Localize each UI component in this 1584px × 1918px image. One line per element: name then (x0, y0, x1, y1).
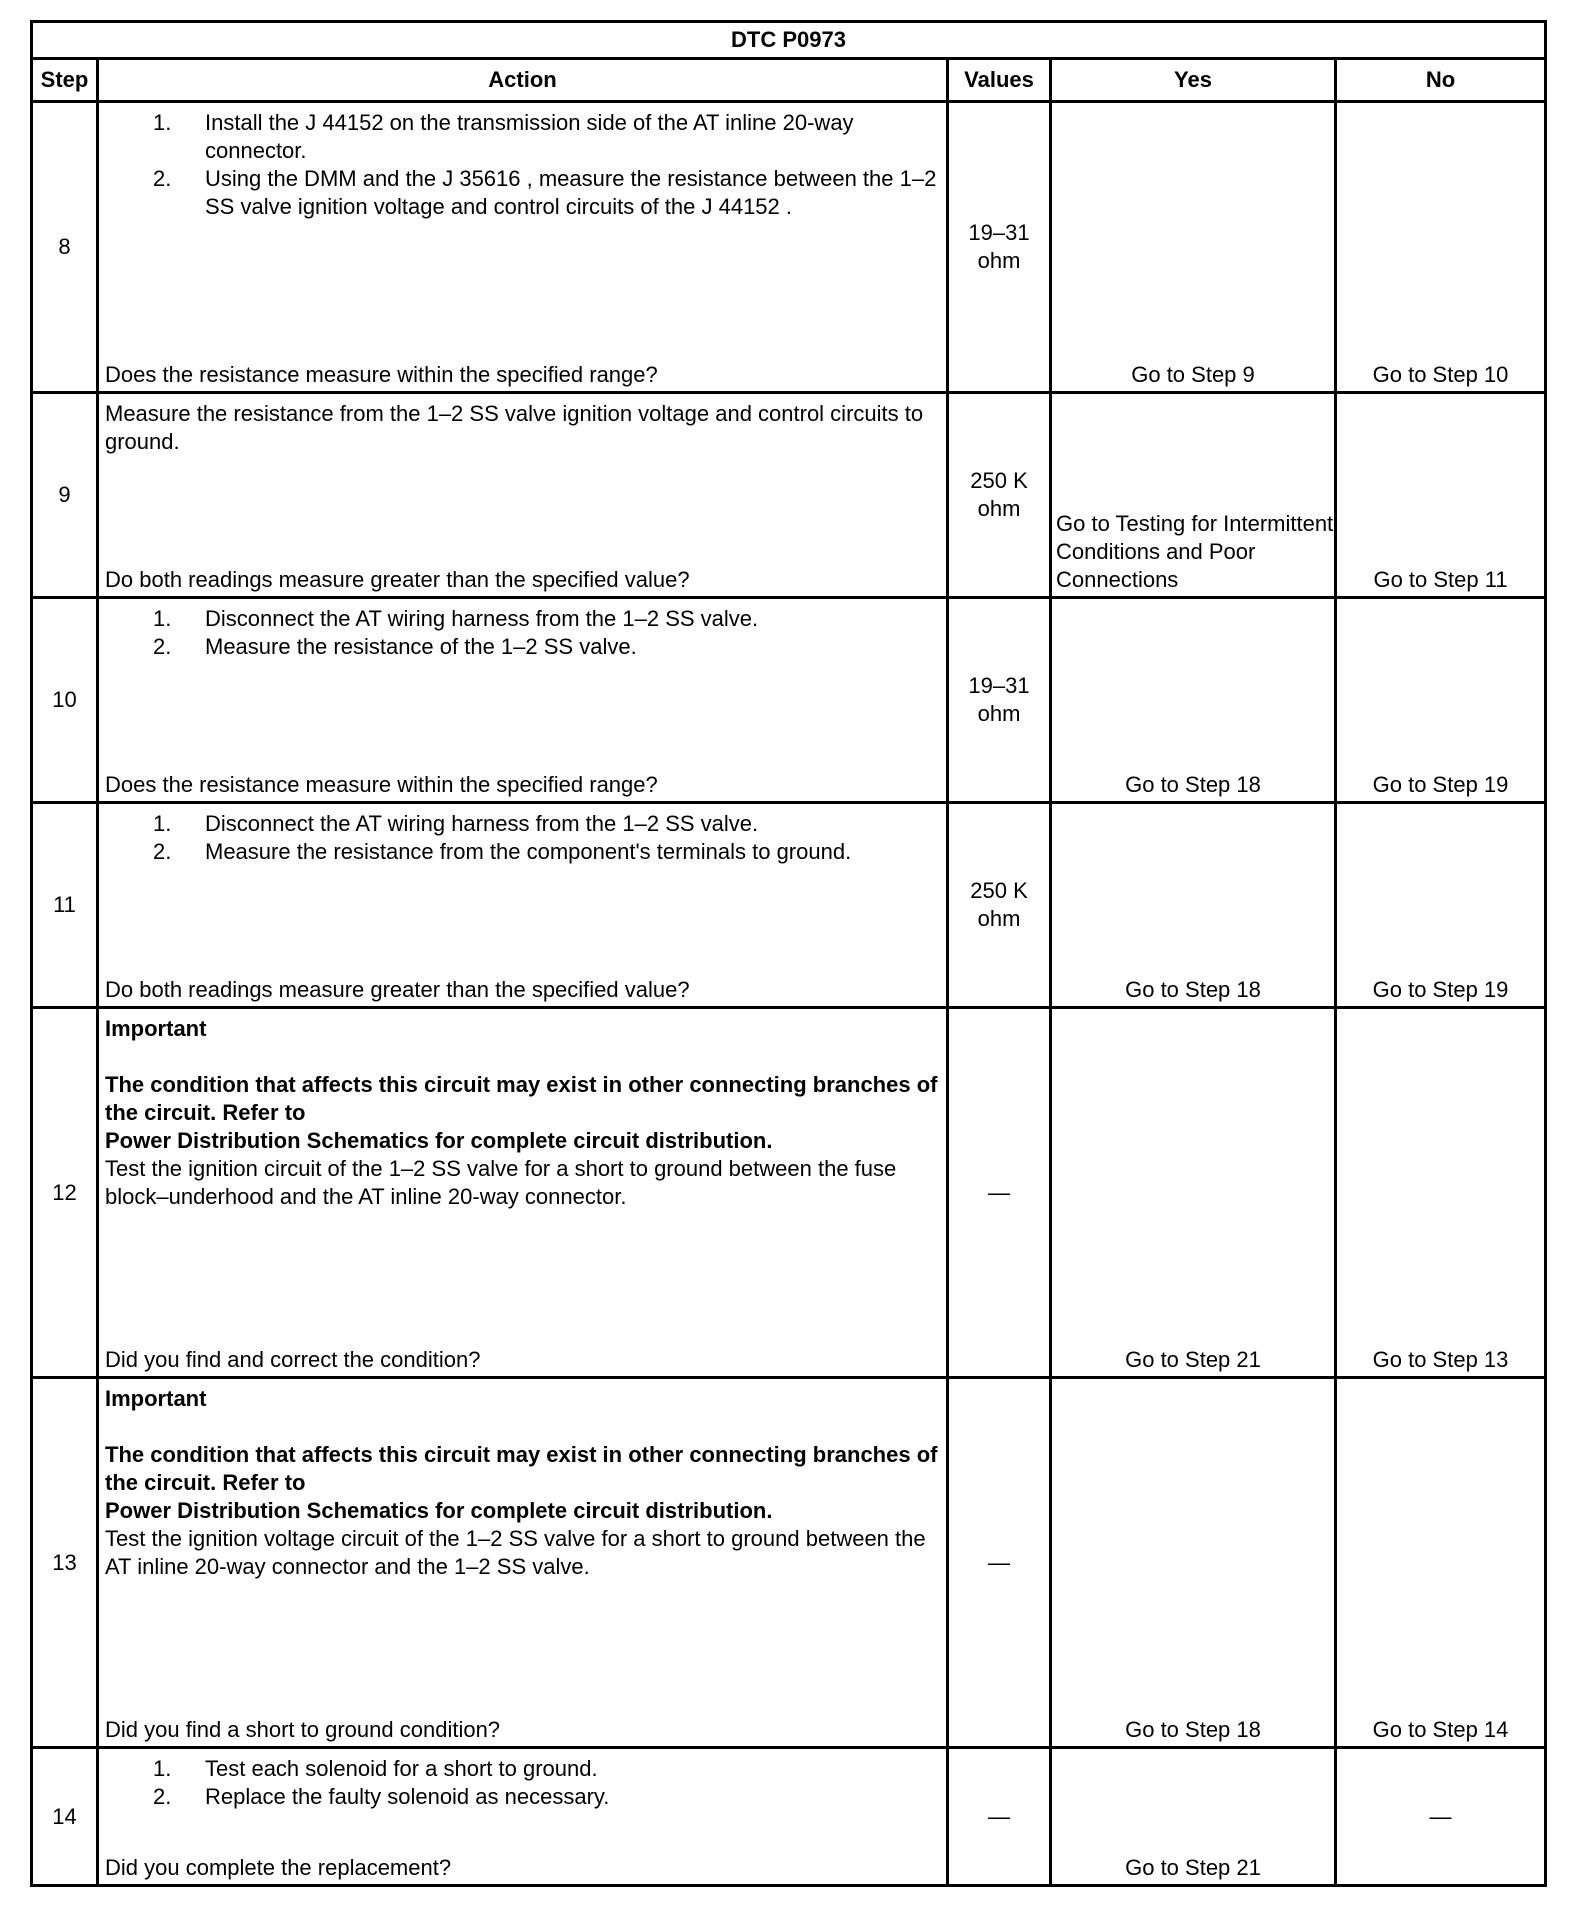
yes-cell (1051, 598, 1336, 803)
step-number: 13 (32, 1378, 98, 1748)
yes-link[interactable]: Go to Step 21 (1125, 1347, 1261, 1372)
important-reference-link[interactable]: Power Distribution Schematics for complete circuit distribution. (105, 1128, 773, 1153)
no-link[interactable]: Go to Step 11 (1373, 567, 1508, 592)
action-cell (98, 1378, 948, 1748)
yes-cell (1051, 102, 1336, 393)
header-step: Step (32, 59, 98, 102)
yes-cell (1051, 393, 1336, 598)
action-steps (105, 605, 940, 661)
table-row (32, 102, 1546, 393)
important-reference-link[interactable]: Power Distribution Schematics for complete circuit distribution. (105, 1498, 773, 1523)
step-number: 14 (32, 1748, 98, 1886)
yes-cell (1051, 1378, 1336, 1748)
action-text: Measure the resistance from the 1–2 SS valve ignition voltage and control circuits to ground. (105, 401, 924, 454)
yes-link[interactable]: Go to Step 18 (1125, 1717, 1261, 1742)
important-label: Important (105, 1016, 207, 1041)
important-text: The condition that affects this circuit may exist in other connecting branches of the circuit. Refer to (105, 1072, 938, 1125)
no-link[interactable]: Go to Step 14 (1372, 1717, 1509, 1742)
header-values: Values (948, 59, 1051, 102)
yes-cell (1051, 1008, 1336, 1378)
action-steps (105, 1755, 940, 1811)
value-cell (948, 803, 1051, 1008)
action-question: Do both readings measure greater than the specified value? (105, 567, 690, 592)
no-link[interactable]: Go to Step 19 (1372, 772, 1509, 797)
step-number: 12 (32, 1008, 98, 1378)
action-steps (105, 109, 940, 221)
no-cell (1336, 393, 1546, 598)
action-question: Did you complete the replacement? (105, 1855, 452, 1880)
action-question: Do both readings measure greater than the specified value? (105, 977, 690, 1002)
table-row (32, 393, 1546, 598)
action-step: Disconnect the AT wiring harness from the 1–2 SS valve. (205, 606, 759, 631)
no-cell (1336, 102, 1546, 393)
yes-link[interactable]: Go to Testing for Intermittent Conditions and Poor Connections (1056, 511, 1334, 592)
no-link[interactable]: Go to Step 19 (1372, 977, 1509, 1002)
yes-link[interactable]: Go to Step 18 (1125, 772, 1261, 797)
value-cell: — (948, 1378, 1051, 1748)
value-unit: ohm (977, 906, 1021, 931)
value-cell (948, 393, 1051, 598)
action-question: Did you find a short to ground condition? (105, 1717, 501, 1742)
step-number: 10 (32, 598, 98, 803)
action-step: Test each solenoid for a short to ground. (205, 1756, 598, 1781)
dtc-table (30, 20, 1547, 1887)
step-number: 9 (32, 393, 98, 598)
step-number: 11 (32, 803, 98, 1008)
action-cell (98, 598, 948, 803)
action-step: Install the J 44152 on the transmission side of the AT inline 20-way connector. (205, 110, 854, 163)
action-question: Did you find and correct the condition? (105, 1347, 481, 1372)
no-cell (1336, 1748, 1546, 1886)
value-line: 250 K (970, 878, 1028, 903)
action-cell (98, 393, 948, 598)
action-text: Test the ignition circuit of the 1–2 SS valve for a short to ground between the fuse block–underhood and the AT inline 20-way connector. (105, 1156, 897, 1209)
table-row (32, 1008, 1546, 1378)
no-value: — (1429, 1803, 1452, 1829)
table-row (32, 1748, 1546, 1886)
action-question: Does the resistance measure within the specified range? (105, 362, 658, 387)
no-cell (1336, 1378, 1546, 1748)
action-question: Does the resistance measure within the specified range? (105, 772, 658, 797)
table-row (32, 598, 1546, 803)
header-no: No (1336, 59, 1546, 102)
no-cell (1336, 1008, 1546, 1378)
value-unit: ohm (977, 496, 1021, 521)
table-row (32, 1378, 1546, 1748)
important-text: The condition that affects this circuit may exist in other connecting branches of the circuit. Refer to (105, 1442, 938, 1495)
action-cell (98, 1748, 948, 1886)
action-cell (98, 803, 948, 1008)
action-step: Measure the resistance from the component's terminals to ground. (205, 839, 852, 864)
no-cell (1336, 598, 1546, 803)
value-cell (948, 102, 1051, 393)
action-cell (98, 1008, 948, 1378)
action-text: Test the ignition voltage circuit of the 1–2 SS valve for a short to ground between the AT inline 20-way connector and the 1–2 SS valve. (105, 1526, 926, 1579)
value-cell (948, 598, 1051, 803)
action-step: Using the DMM and the J 35616 , measure the resistance between the 1–2 SS valve ignition voltage and control circuits of the J 44152 . (205, 166, 937, 219)
action-cell (98, 102, 948, 393)
yes-link[interactable]: Go to Step 21 (1125, 1855, 1261, 1880)
value-unit: ohm (977, 701, 1021, 726)
table-row (32, 803, 1546, 1008)
step-number: 8 (32, 102, 98, 393)
yes-cell (1051, 1748, 1336, 1886)
value-cell: — (948, 1008, 1051, 1378)
value-line: 250 K (970, 468, 1028, 493)
no-cell (1336, 803, 1546, 1008)
table-title: DTC P0973 (32, 22, 1546, 59)
value-line: 19–31 (968, 220, 1030, 245)
header-action: Action (98, 59, 948, 102)
value-unit: ohm (977, 248, 1021, 273)
yes-link[interactable]: Go to Step 18 (1125, 977, 1261, 1002)
value-line: 19–31 (968, 673, 1030, 698)
action-steps (105, 810, 940, 866)
action-step: Disconnect the AT wiring harness from the 1–2 SS valve. (205, 811, 759, 836)
value-cell: — (948, 1748, 1051, 1886)
action-step: Replace the faulty solenoid as necessary. (205, 1784, 610, 1809)
action-step: Measure the resistance of the 1–2 SS valve. (205, 634, 637, 659)
yes-link[interactable]: Go to Step 9 (1131, 362, 1255, 387)
important-label: Important (105, 1386, 207, 1411)
no-link[interactable]: Go to Step 13 (1372, 1347, 1509, 1372)
yes-cell (1051, 803, 1336, 1008)
no-link[interactable]: Go to Step 10 (1372, 362, 1509, 387)
header-yes: Yes (1051, 59, 1336, 102)
